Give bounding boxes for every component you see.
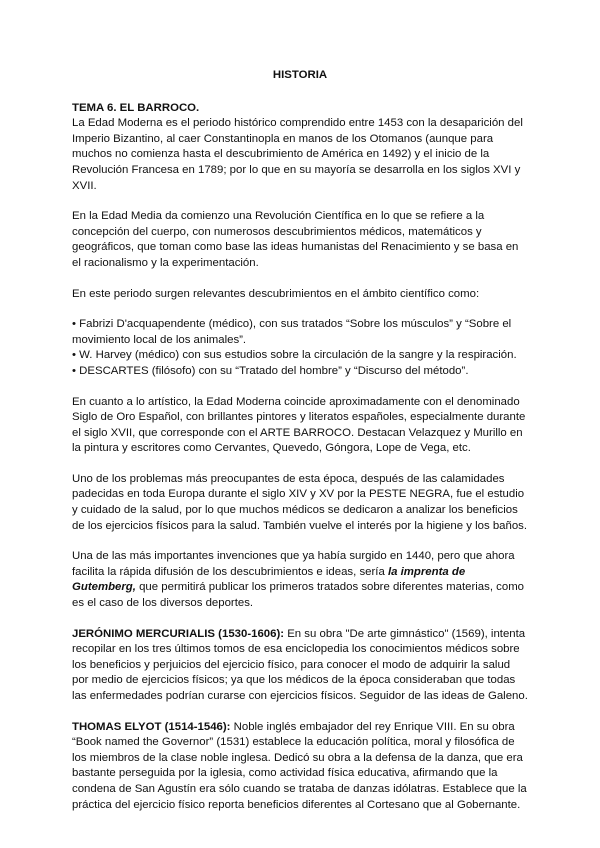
printing-text-before: Una de las más importantes invenciones que ya había surgido en 1440, pero que ahora facilita la rápida difusión de los descubrimientos e ideas, sería [72,550,515,578]
elyot-text: Noble inglés embajador del rey Enrique VIII. En su obra “Book named the Governor” (1531) establece la educación política, moral y filosófica de los miembros de la clase noble inglesa. Dedicó su obra a la defensa de la danza, que era bastante perseguida por la iglesia, como actividad física educativa, afirmando que la condena de San Agustín era sólo cuando se trataba de danzas idólatras. Establece que la práctica del ejercicio físico reporta beneficios diferentes al Cortesano que al Gobernante. [72,720,527,811]
elyot-paragraph [72,720,528,814]
art-paragraph: En cuanto a lo artístico, la Edad Moderna coincide aproximadamente con el denominado Siglo de Oro Español, con brillantes pintores y literatos españoles, especialmente durante el siglo XVII, que corresponde con el ARTE BARROCO. Destacan Velazquez y Murillo en la pintura y escritores como Cervantes, Quevedo, Góngora, Lope de Vega, etc. [72,395,526,455]
printing-emphasis: la imprenta de Gutemberg, [72,565,466,594]
list-item: • W. Harvey (médico) con sus estudios sobre la circulación de la sangre y la respiración. [72,348,528,364]
mercurialis-paragraph [72,627,528,705]
plague-paragraph: Uno de los problemas más preocupantes de esta época, después de las calamidades padecidas en toda Europa durante el siglo XIV y XV por la PESTE NEGRA, fue el estudio y cuidado de la salud, por lo que muchos médicos se dedicaron a analizar los beneficios de los ejercicios físicos para la salud. También vuelve el interés por la higiene y los baños. [72,472,528,532]
printing-text-after: que permitirá publicar los primeros tratados sobre diferentes materias, como es el caso de los diversos deportes. [72,581,525,610]
revolution-paragraph: En la Edad Media da comienzo una Revolución Científica en lo que se refiere a la concepción del cuerpo, con numerosos descubrimientos médicos, matemáticos y geográficos, que toman como base las ideas humanistas del Renacimiento y se basa en el racionalismo y la experimentación. [72,210,519,269]
printing-paragraph [72,549,528,611]
elyot-name: THOMAS ELYOT (1514-1546): [72,720,231,733]
mercurialis-text: En su obra "De arte gimnástico" (1569), intenta recopilar en los tres últimos tomos de esa enciclopedia los conocimientos médicos sobre los beneficios y perjuicios del ejercicio físico, para conocer el modo de adquirir la salud por medio de ejercicios físicos; ya que los médicos de la época consideraban que todas las enfermedades podrían curarse con ejercicios físicos. Seguidor de las ideas de Galeno. [72,627,528,702]
discoveries-intro: En este periodo surgen relevantes descubrimientos en el ámbito científico como: [72,287,480,300]
intro-paragraph [72,101,528,195]
mercurialis-name: JERÓNIMO MERCURIALIS (1530-1606): [72,627,285,640]
document-title: HISTORIA [272,69,328,81]
list-item: • Fabrizi D'acquapendente (médico), con sus tratados “Sobre los músculos” y “Sobre el movimiento local de los animales”. [72,317,528,348]
list-item: • DESCARTES (filósofo) con su “Tratado del hombre” y “Discurso del método”. [72,364,528,380]
topic-heading: TEMA 6. EL BARROCO. [72,101,200,114]
intro-text: La Edad Moderna es el periodo histórico comprendido entre 1453 con la desaparición del Imperio Bizantino, al caer Constantinopla en manos de los Otomanos (aunque para muchos no comienza hasta el descubrimiento de América en 1492) y el inicio de la Revolución Francesa en 1789; por lo que en su mayoría se desarrolla en los siglos XVI y XVII. [72,117,523,192]
discoveries-paragraph [72,287,528,303]
discoveries-list [72,317,528,379]
